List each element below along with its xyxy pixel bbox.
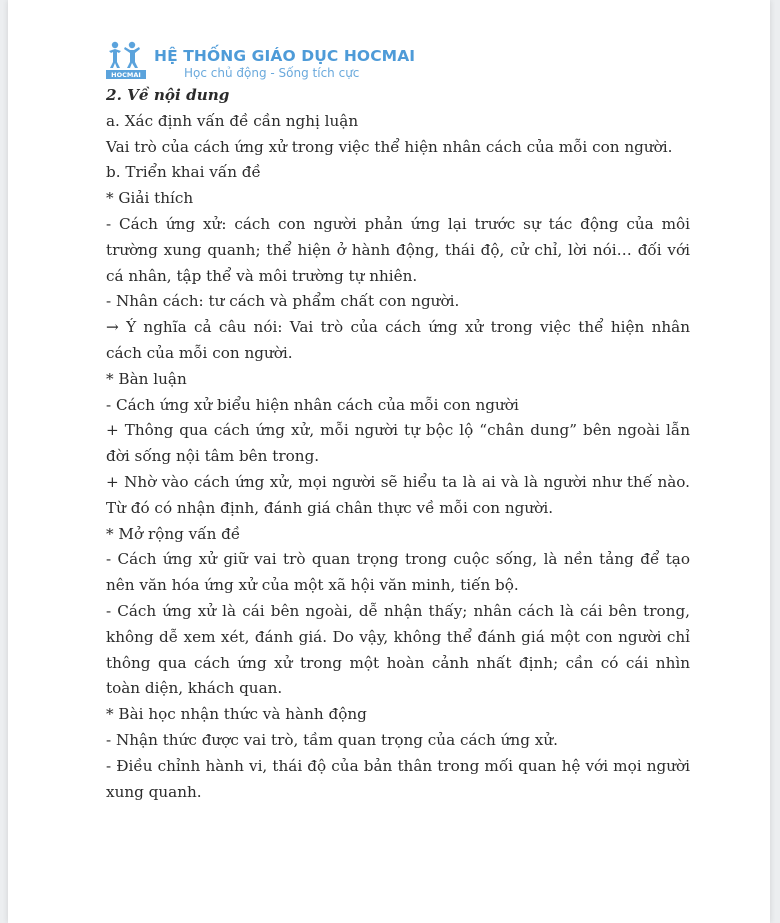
- logo-text: HOCMAI: [111, 71, 141, 80]
- paragraph: → Ý nghĩa cả câu nói: Vai trò của cách ứng xử trong việc thể hiện nhân cách của mỗi con người.: [106, 318, 690, 362]
- paragraph: + Thông qua cách ứng xử, mỗi người tự bộc lộ “chân dung” bên ngoài lẫn đời sống nội tâm bên trong.: [106, 421, 690, 466]
- brand-slogan: Học chủ động - Sống tích cực: [184, 66, 360, 80]
- paragraph: * Giải thích: [106, 189, 194, 208]
- paragraph: - Cách ứng xử giữ vai trò quan trọng trong cuộc sống, là nền tảng để tạo nên văn hóa ứng xử của một xã hội văn minh, tiến bộ.: [106, 550, 690, 595]
- paragraph: * Bàn luận: [106, 369, 187, 388]
- paragraph: - Điều chỉnh hành vi, thái độ của bản thân trong mối quan hệ với mọi người xung quanh.: [106, 756, 690, 801]
- paragraph: - Cách ứng xử là cái bên ngoài, dễ nhận thấy; nhân cách là cái bên trong, không dễ xem xét, đánh giá. Do vậy, không thể đánh giá một con người chỉ thông qua cách ứng xử trong một hoàn cảnh nhất định; cần có cái nhìn toàn diện, khách quan.: [106, 601, 690, 698]
- paragraph: - Nhân cách: tư cách và phẩm chất con người.: [106, 292, 460, 311]
- paragraph: Vai trò của cách ứng xử trong việc thể hiện nhân cách của mỗi con người.: [106, 137, 673, 156]
- document-page: [8, 0, 770, 923]
- paragraph: * Mở rộng vấn đề: [106, 524, 241, 543]
- paragraph: - Cách ứng xử biểu hiện nhân cách của mỗi con người: [106, 395, 519, 414]
- paragraph: b. Triển khai vấn đề: [106, 163, 261, 182]
- paragraph: + Nhờ vào cách ứng xử, mọi người sẽ hiểu ta là ai và là người như thế nào. Từ đó có nhận định, đánh giá chân thực về mỗi con người.: [106, 472, 690, 517]
- hocmai-logo-icon: [106, 40, 146, 80]
- paragraph: a. Xác định vấn đề cần nghị luận: [106, 111, 359, 130]
- paragraph: * Bài học nhận thức và hành động: [106, 705, 367, 724]
- paragraph: - Nhận thức được vai trò, tầm quan trọng của cách ứng xử.: [106, 730, 558, 749]
- paragraph: - Cách ứng xử: cách con người phản ứng lại trước sự tác động của môi trường xung quanh; thể hiện ở hành động, thái độ, cử chỉ, lời nói… đối với cá nhân, tập thể và môi trường tự nhiên.: [106, 214, 690, 285]
- brand-header: [106, 40, 446, 82]
- document-body: [106, 83, 690, 805]
- brand-title: HỆ THỐNG GIÁO DỤC HOCMAI: [154, 47, 416, 65]
- section-heading: 2. Về nội dung: [106, 86, 230, 104]
